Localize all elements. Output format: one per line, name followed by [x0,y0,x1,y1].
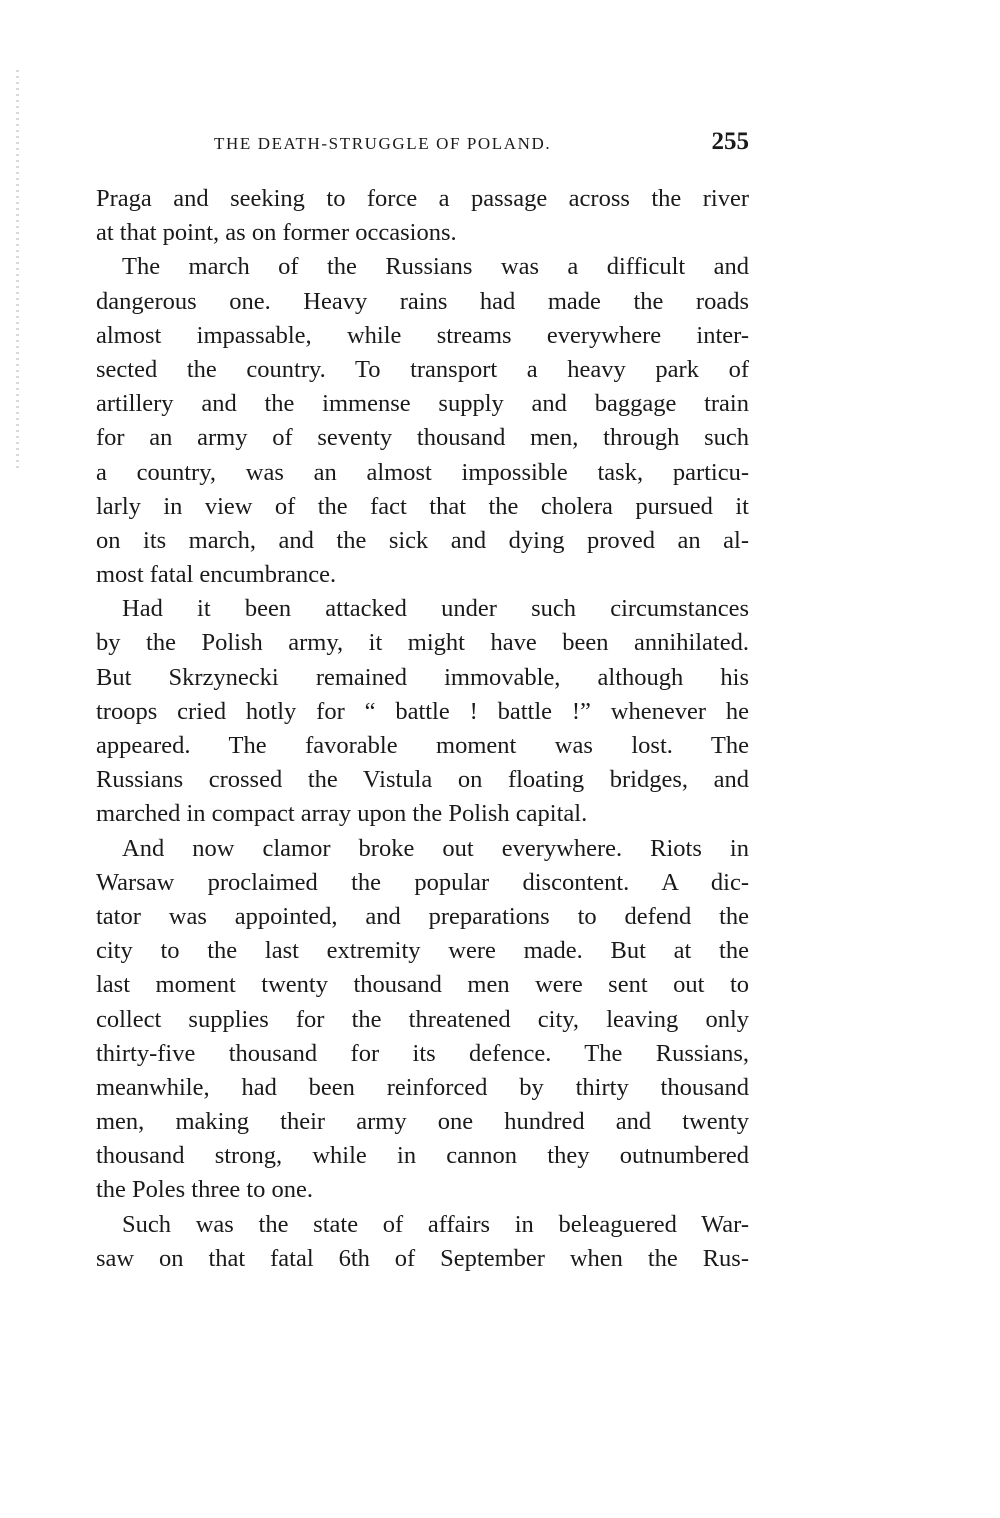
text-line: And now clamor broke out everywhere. Riots in [122,834,749,862]
text-line: by the Polish army, it might have been annihilated. [96,629,749,657]
text-line: men, making their army one hundred and twenty [96,1108,749,1136]
text-line: sected the country. To transport a heavy park of [96,355,749,383]
text-line: city to the last extremity were made. But at the [96,937,749,965]
text-line: most fatal encumbrance. [96,561,337,589]
text-line: meanwhile, had been reinforced by thirty thousand [96,1073,749,1101]
running-title: THE DEATH-STRUGGLE OF POLAND. [214,134,552,153]
body-text [96,182,749,1276]
text-line: saw on that fatal 6th of September when the Rus- [96,1244,749,1272]
text-line: Warsaw proclaimed the popular discontent. A dic- [96,868,749,896]
text-line: But Skrzynecki remained immovable, although his [96,663,749,691]
text-line: last moment twenty thousand men were sent out to [96,971,749,999]
text-line: the Poles three to one. [96,1176,314,1204]
text-line: thousand strong, while in cannon they outnumbered [96,1142,749,1170]
running-head [96,128,749,162]
text-line: tator was appointed, and preparations to defend the [96,902,749,930]
text-line: Had it been attacked under such circumstances [122,595,749,623]
page-number: 255 [711,128,749,155]
text-line: for an army of seventy thousand men, through such [96,424,749,452]
text-line: a country, was an almost impossible task, particu- [96,458,749,486]
text-line: artillery and the immense supply and baggage train [96,390,749,418]
text-line: on its march, and the sick and dying proved an al- [96,526,749,554]
text-line: marched in compact array upon the Polish capital. [96,800,588,828]
text-line: The march of the Russians was a difficult and [122,253,749,281]
gutter-scan-artifact [16,70,19,470]
text-line: almost impassable, while streams everywhere inter- [96,321,749,349]
text-line: Praga and seeking to force a passage across the river [96,185,749,212]
text-line: thirty-five thousand for its defence. The Russians, [96,1039,749,1067]
text-line: troops cried hotly for “ battle ! battle !” whenever he [96,697,749,725]
text-line: at that point, as on former occasions. [96,219,457,247]
text-line: Russians crossed the Vistula on floating bridges, and [96,766,749,794]
text-line: dangerous one. Heavy rains had made the roads [96,287,749,315]
text-line: appeared. The favorable moment was lost. The [96,732,749,759]
text-line: larly in view of the fact that the cholera pursued it [96,492,749,520]
text-line: Such was the state of affairs in beleaguered War- [122,1210,749,1238]
text-line: collect supplies for the threatened city, leaving only [96,1005,749,1033]
